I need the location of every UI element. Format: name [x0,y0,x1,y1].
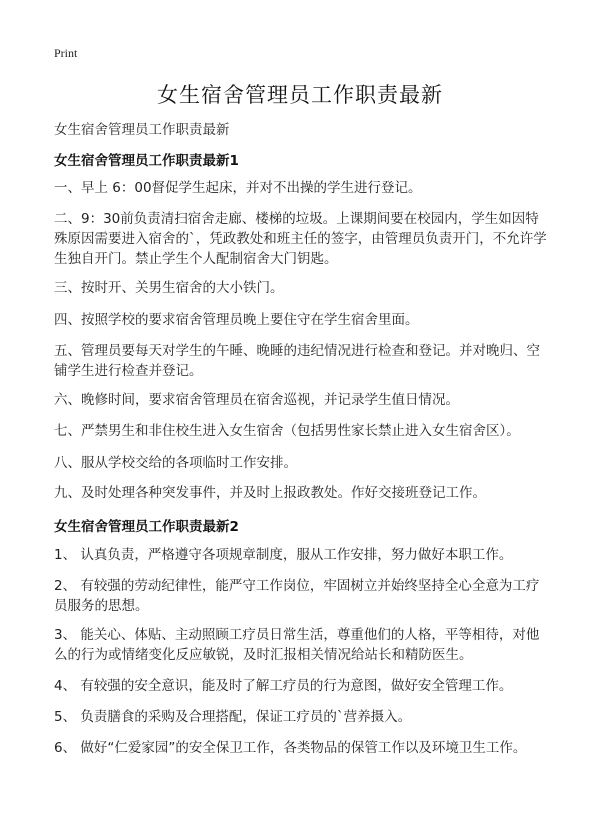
paragraph: 六、晚修时间，要求宿舍管理员在宿舍巡视，并记录学生值日情况。 [54,392,459,408]
paragraph: 6、 做好“仁爱家园”的安全保卫工作，各类物品的保管工作以及环境卫生工作。 [54,740,527,756]
paragraph: 2、 有较强的劳动纪律性，能严守工作岗位，牢固树立并始终坚持全心全意为工疗员服务的思想。 [54,578,540,614]
section-heading-2: 女生宿舍管理员工作职责最新2 [54,519,239,535]
paragraph: 九、及时处理各种突发事件，并及时上报政教处。作好交接班登记工作。 [54,485,486,501]
page-title: 女生宿舍管理员工作职责最新 [157,83,443,107]
paragraph: 三、按时开、关男生宿舍的大小铁门。 [54,280,284,296]
paragraph: 4、 有较强的安全意识，能及时了解工疗员的行为意图，做好安全管理工作。 [54,678,513,694]
paragraph: 一、早上 6：00督促学生起床，并对不出操的学生进行登记。 [54,180,422,196]
paragraph: 七、严禁男生和非住校生进入女生宿舍（包括男性家长禁止进入女生宿舍区）。 [54,423,520,439]
print-link[interactable]: Print [54,46,78,60]
paragraph: 二、9：30前负责清扫宿舍走廊、楼梯的垃圾。上课期间要在校园内，学生如因特殊原因需要进入宿舍的`，凭政教处和班主任的签字，由管理员负责开门，不允许学生独自开门。禁止学生个人配制宿舍大门钥匙。 [54,211,547,267]
document-subtitle: 女生宿舍管理员工作职责最新 [54,122,230,138]
paragraph: 八、服从学校交给的各项临时工作安排。 [54,455,297,471]
paragraph: 5、 负责膳食的采购及合理搭配，保证工疗员的`营养摄入。 [54,709,412,725]
paragraph: 四、按照学校的要求宿舍管理员晚上要住守在学生宿舍里面。 [54,312,419,328]
paragraph: 3、 能关心、体贴、主动照顾工疗员日常生活，尊重他们的人格，平等相待，对他么的行为或情绪变化反应敏锐，及时汇报相关情况给站长和精防医生。 [54,627,540,663]
section-heading-1: 女生宿舍管理员工作职责最新1 [54,153,239,169]
paragraph: 五、管理员要每天对学生的午睡、晚睡的违纪情况进行检查和登记。并对晚归、空铺学生进行检查并登记。 [54,343,540,379]
paragraph: 1、 认真负责，严格遵守各项规章制度，服从工作安排，努力做好本职工作。 [54,547,513,563]
